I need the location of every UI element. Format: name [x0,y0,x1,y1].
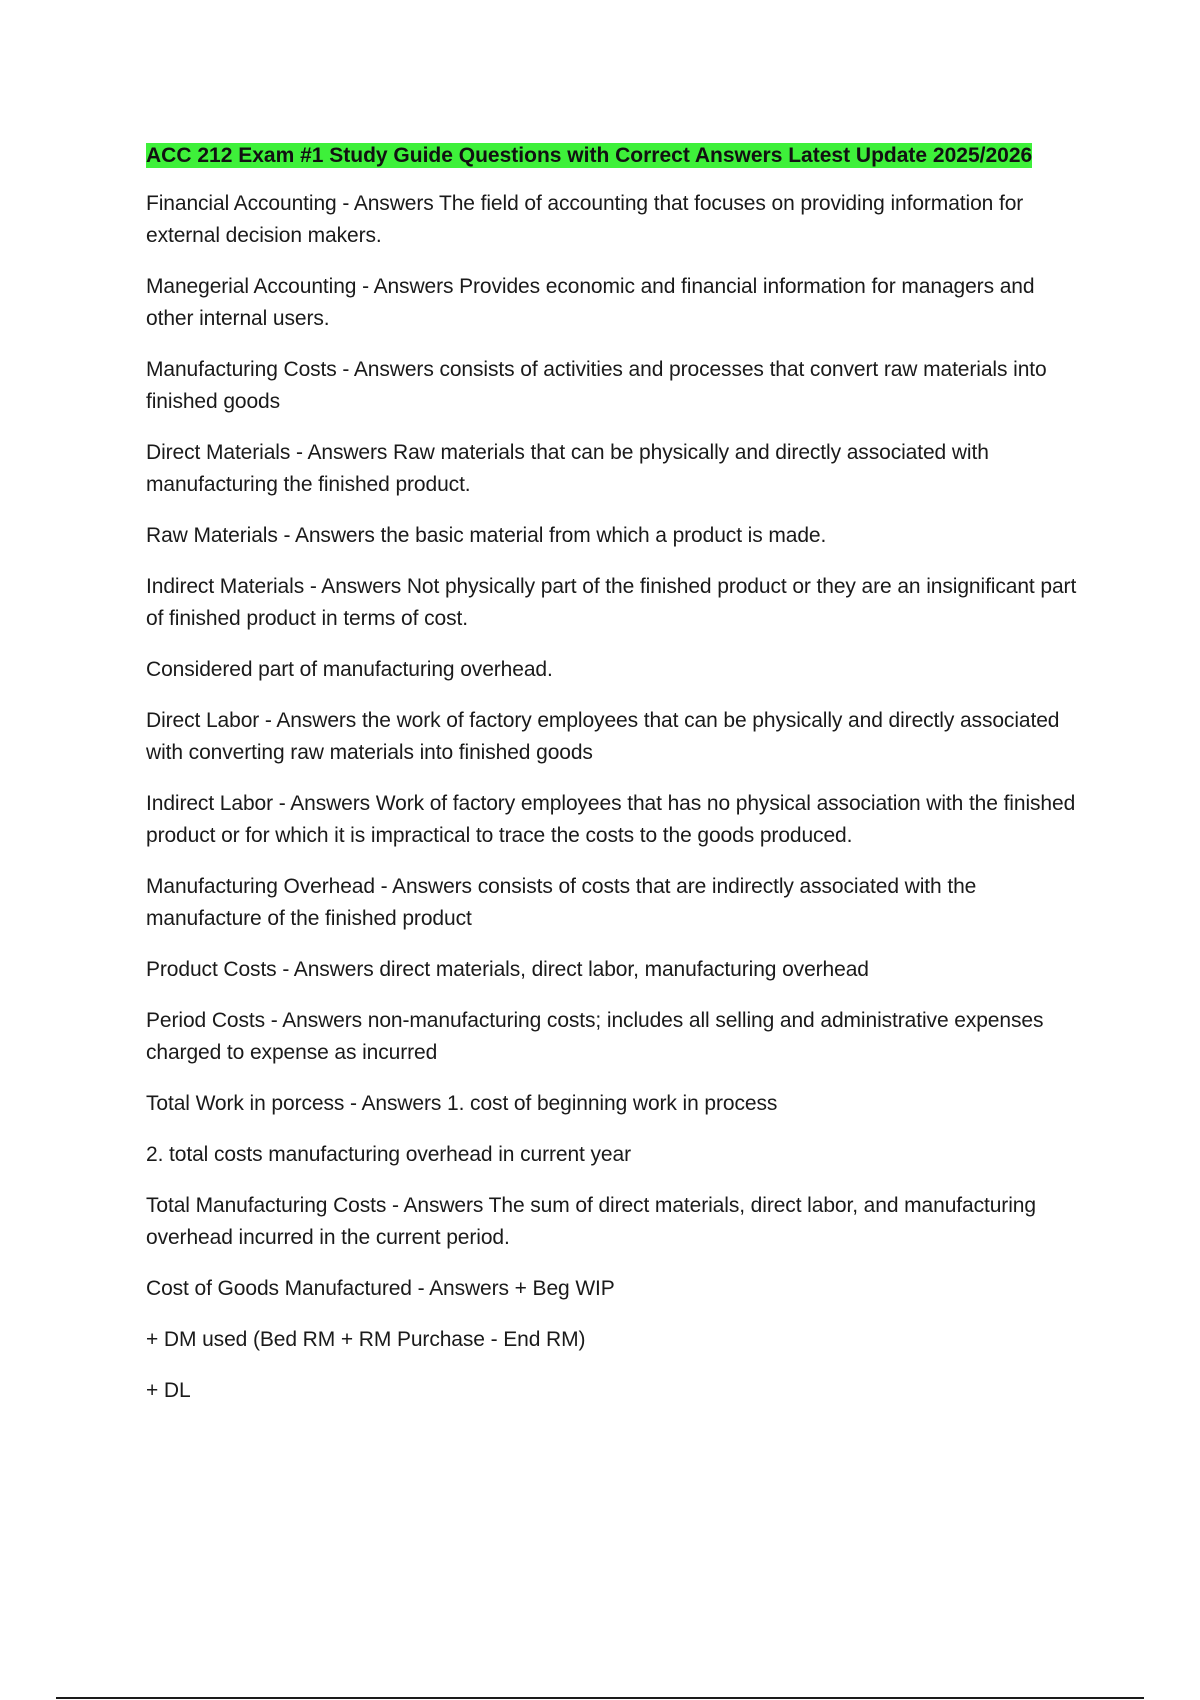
document-body [146,140,1086,1426]
paragraph-product-costs: Product Costs - Answers direct materials, direct labor, manufacturing overhead [146,958,869,981]
paragraph-overhead-note: Considered part of manufacturing overhead. [146,658,553,681]
paragraph-direct-labor: Direct Labor - Answers the work of factory employees that can be physically and directly associated with converting raw materials into finished goods [146,709,1060,764]
paragraph-financial-accounting: Financial Accounting - Answers The field of accounting that focuses on providing information for external decision makers. [146,192,1024,247]
paragraph-cost-of-goods-manufactured: Cost of Goods Manufactured - Answers + Beg WIP [146,1277,615,1300]
document-title: ACC 212 Exam #1 Study Guide Questions with Correct Answers Latest Update 2025/2026 [146,144,1033,167]
paragraph-dm-used: + DM used (Bed RM + RM Purchase - End RM) [146,1328,586,1351]
paragraph-managerial-accounting: Manegerial Accounting - Answers Provides economic and financial information for managers and other internal users. [146,275,1035,330]
paragraph-total-manufacturing-costs: Total Manufacturing Costs - Answers The sum of direct materials, direct labor, and manufacturing overhead incurred in the current period. [146,1194,1036,1249]
paragraph-manufacturing-costs: Manufacturing Costs - Answers consists of activities and processes that convert raw materials into finished goods [146,358,1047,413]
paragraph-manufacturing-overhead: Manufacturing Overhead - Answers consists of costs that are indirectly associated with the manufacture of the finished product [146,875,977,930]
title-line [146,140,1086,174]
paragraph-total-work-in-process: Total Work in porcess - Answers 1. cost of beginning work in process [146,1092,778,1115]
paragraph-dl: + DL [146,1379,191,1402]
paragraph-direct-materials: Direct Materials - Answers Raw materials that can be physically and directly associated with manufacturing the finished product. [146,441,989,496]
paragraph-indirect-materials: Indirect Materials - Answers Not physically part of the finished product or they are an insignificant part of finished product in terms of cost. [146,575,1077,630]
paragraph-indirect-labor: Indirect Labor - Answers Work of factory employees that has no physical association with the finished product or for which it is impractical to trace the costs to the goods produced. [146,792,1076,847]
paragraph-raw-materials: Raw Materials - Answers the basic material from which a product is made. [146,524,827,547]
paragraph-period-costs: Period Costs - Answers non-manufacturing costs; includes all selling and administrative expenses charged to expense as incurred [146,1009,1044,1064]
paragraph-total-costs-overhead: 2. total costs manufacturing overhead in current year [146,1143,631,1166]
page-bottom-rule [56,1697,1144,1699]
